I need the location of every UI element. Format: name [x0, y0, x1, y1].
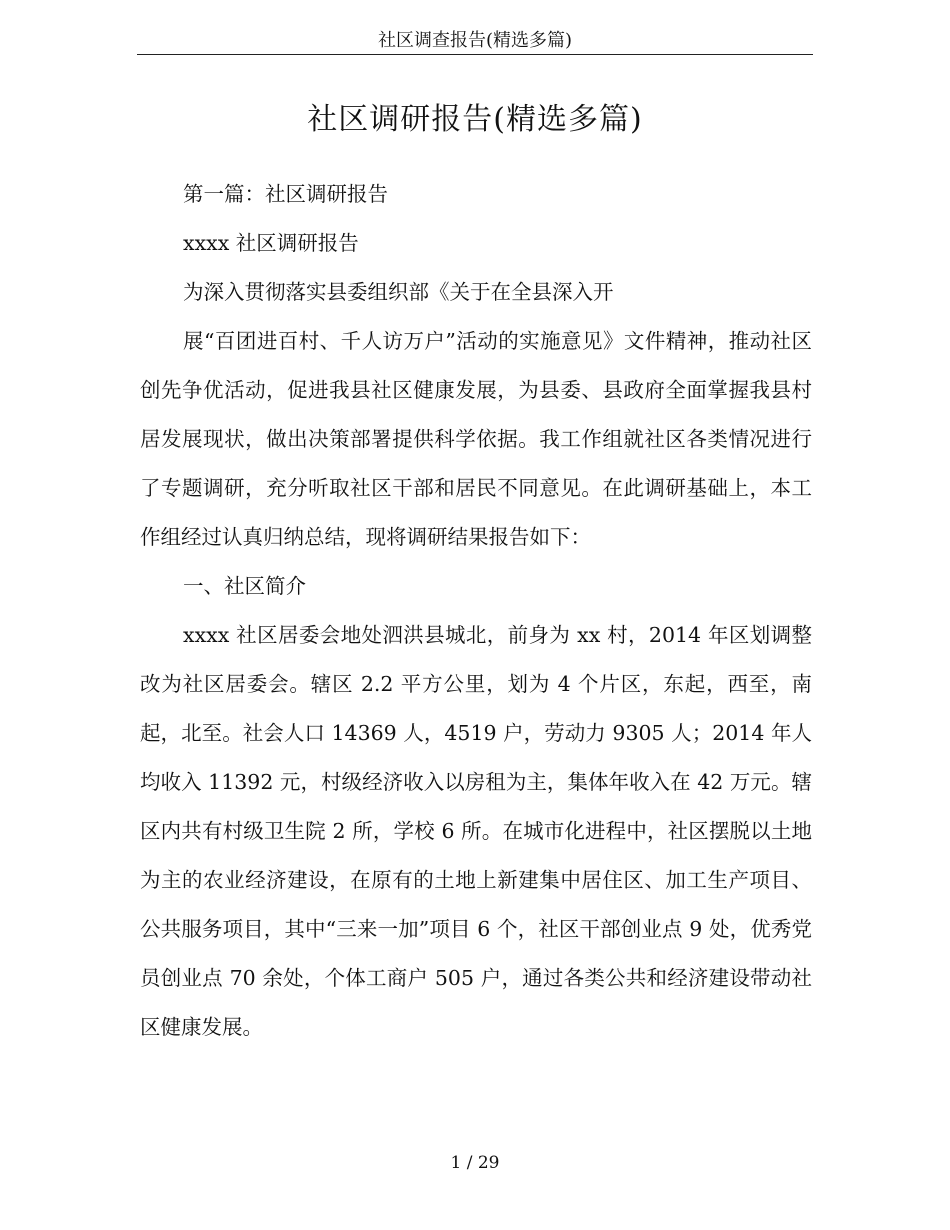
paragraph-intro-line: 为深入贯彻落实县委组织部《关于在全县深入开 — [183, 280, 614, 304]
paragraph-intro: 展“百团进百村、千人访万户”活动的实施意见》文件精神，推动社区创先争优活动，促进我县社区健康发展，为县委、县政府全面掌握我县村居发展现状，做出决策部署提供科学依据。我工作组就社区各类情况进行了专题调研，充分听取社区干部和居民不同意见。在此调研基础上，本工作组经过认真归纳总结，现将调研结果报告如下： — [140, 329, 812, 549]
header-divider — [137, 54, 813, 55]
paragraph-community-overview: xxxx 社区居委会地处泗洪县城北，前身为 xx 村，2014 年区划调整改为社区居委会。辖区 2.2 平方公里，划为 4 个片区，东起，西至，南起，北至。社会人口 14369 人，4519 户，劳动力 9305 人；2014 年人均收入 11392 元，村级经济收入以房租为主，集体年收入在 42 万元。辖区内共有村级卫生院 2 所，学校 6 所。在城市化进程中，社区摆脱以土地为主的农业经济建设，在原有的土地上新建集中居住区、加工生产项目、公共服务项目，其中“三来一加”项目 6 个，社区干部创业点 9 处，优秀党员创业点 70 余处，个体工商户 505 户，通过各类公共和经济建设带动社区健康发展。 — [140, 623, 812, 1039]
document-title: 社区调研报告(精选多篇) — [307, 102, 643, 137]
running-header: 社区调查报告(精选多篇) — [377, 30, 573, 51]
section-heading-community-overview: 一、社区简介 — [183, 574, 307, 598]
page-number: 1 / 29 — [450, 1153, 500, 1173]
section-heading-part-one: 第一篇：社区调研报告 — [183, 182, 389, 206]
report-subtitle: xxxx 社区调研报告 — [183, 231, 359, 255]
document-body — [140, 170, 812, 1052]
